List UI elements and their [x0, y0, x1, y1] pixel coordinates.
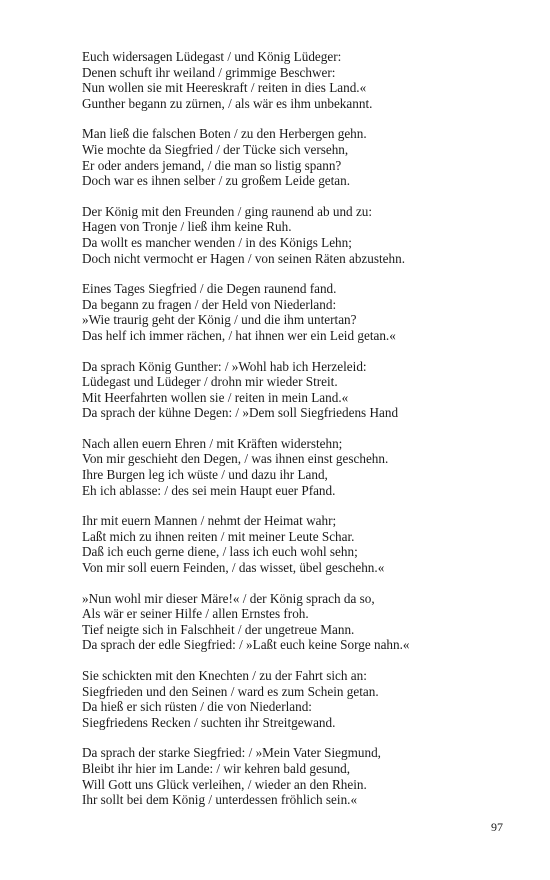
- verse-line: Da sprach König Gunther: / »Wohl hab ich Herzeleid:: [82, 358, 367, 374]
- verse-line: Siegfrieden und den Seinen / ward es zum Schein getan.: [82, 683, 379, 699]
- verse-line: Daß ich euch gerne diene, / lass ich euch wohl sehn;: [82, 544, 358, 560]
- verse-line: Mit Heerfahrten wollen sie / reiten in mein Land.«: [82, 389, 349, 405]
- verse-line: Euch widersagen Lüdegast / und König Lüdeger:: [82, 49, 342, 64]
- verse-line: Da sprach der kühne Degen: / »Dem soll Siegfriedens Hand: [82, 405, 399, 421]
- verse-line: Ihr mit euern Mannen / nehmt der Heimat wahr;: [82, 513, 337, 529]
- verse-line: Da sprach der starke Siegfried: / »Mein Vater Siegmund,: [82, 745, 381, 761]
- stanza: [82, 745, 522, 807]
- verse-line: Eh ich ablasse: / des sei mein Haupt euer Pfand.: [82, 482, 336, 498]
- verse-line: Nun wollen sie mit Heereskraft / reiten in dies Land.«: [82, 80, 367, 96]
- verse-line: Das helf ich immer rächen, / hat ihnen wer ein Leid getan.«: [82, 327, 396, 343]
- verse-line: Als wär er seiner Hilfe / allen Ernstes froh.: [82, 606, 309, 622]
- stanza: [82, 126, 522, 188]
- verse-line: Hagen von Tronje / ließ ihm keine Ruh.: [82, 219, 292, 235]
- verse-line: Siegfriedens Recken / suchten ihr Streitgewand.: [82, 714, 336, 730]
- verse-line: Tief neigte sich in Falschheit / der ungetreue Mann.: [82, 621, 355, 637]
- verse-line: Wie mochte da Siegfried / der Tücke sich versehn,: [82, 141, 349, 157]
- verse-line: Ihre Burgen leg ich wüste / und dazu ihr Land,: [82, 467, 328, 483]
- verse-line: Denen schuft ihr weiland / grimmige Beschwer:: [82, 64, 336, 80]
- verse-line: Er oder anders jemand, / die man so listig spann?: [82, 157, 342, 173]
- verse-line: »Wie traurig geht der König / und die ihm untertan?: [82, 312, 357, 328]
- verse-line: Da hieß er sich rüsten / die von Niederland:: [82, 699, 312, 715]
- verse-line: Da wollt es mancher wenden / in des Königs Lehn;: [82, 234, 352, 250]
- stanza: [82, 281, 522, 343]
- verse-line: Laßt mich zu ihnen reiten / mit meiner Leute Schar.: [82, 528, 355, 544]
- stanza: [82, 204, 522, 266]
- verse-line: »Nun wohl mir dieser Märe!« / der König sprach da so,: [82, 590, 375, 606]
- page-number: 97: [491, 820, 503, 834]
- verse-line: Eines Tages Siegfried / die Degen raunend fand.: [82, 281, 337, 297]
- verse-line: Von mir soll euern Feinden, / das wisset, übel geschehn.«: [82, 560, 385, 576]
- poem-text: [82, 49, 522, 823]
- verse-line: Da sprach der edle Siegfried: / »Laßt euch keine Sorge nahn.«: [82, 637, 410, 653]
- verse-line: Gunther begann zu zürnen, / als wär es ihm unbekannt.: [82, 95, 373, 111]
- verse-line: Will Gott uns Glück verleihen, / wieder an den Rhein.: [82, 776, 367, 792]
- stanza: [82, 668, 522, 730]
- verse-line: Doch nicht vermocht er Hagen / von seinen Räten abzustehn.: [82, 250, 405, 266]
- verse-line: Lüdegast und Lüdeger / drohn mir wieder Streit.: [82, 374, 338, 390]
- verse-line: Bleibt ihr hier im Lande: / wir kehren bald gesund,: [82, 760, 351, 776]
- stanza: [82, 49, 522, 111]
- verse-line: Ihr sollt bei dem König / unterdessen fröhlich sein.«: [82, 792, 358, 808]
- verse-line: Da begann zu fragen / der Held von Niederland:: [82, 296, 337, 312]
- stanza: [82, 359, 522, 421]
- verse-line: Sie schickten mit den Knechten / zu der Fahrt sich an:: [82, 668, 367, 683]
- stanza: [82, 513, 522, 575]
- stanza: [82, 591, 522, 653]
- verse-line: Nach allen euern Ehren / mit Kräften widerstehn;: [82, 435, 343, 451]
- verse-line: Der König mit den Freunden / ging raunend ab und zu:: [82, 203, 373, 219]
- stanza: [82, 436, 522, 498]
- verse-line: Doch war es ihnen selber / zu großem Leide getan.: [82, 173, 351, 189]
- verse-line: Von mir geschieht den Degen, / was ihnen einst geschehn.: [82, 451, 389, 467]
- verse-line: Man ließ die falschen Boten / zu den Herbergen gehn.: [82, 126, 367, 142]
